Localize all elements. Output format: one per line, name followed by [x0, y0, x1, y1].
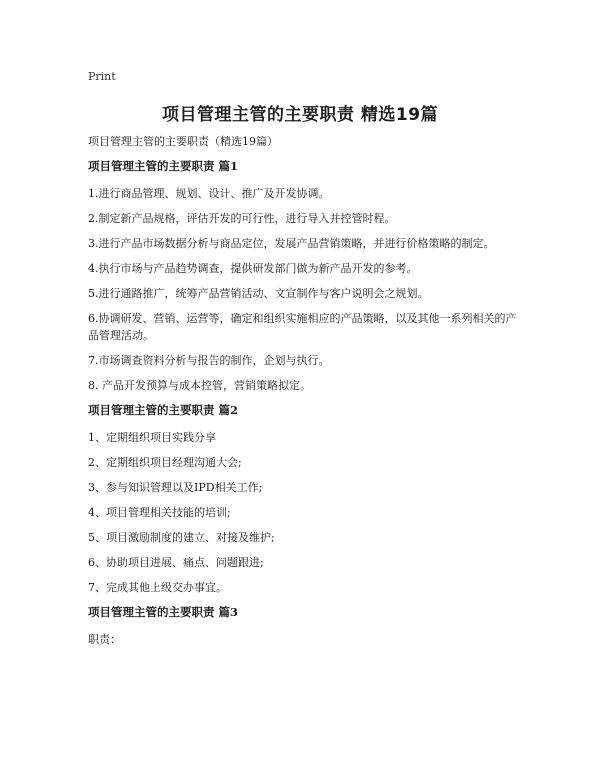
list-item: 1.进行商品管理、规划、设计、推广及开发协调。	[88, 187, 330, 200]
section-2	[88, 402, 518, 596]
list-item: 职责：	[88, 633, 121, 646]
list-item: 5、项目激励制度的建立、对接及维护;	[88, 531, 275, 544]
section-heading: 项目管理主管的主要职责 篇1	[88, 159, 239, 173]
print-label: Print	[88, 70, 116, 83]
list-item: 6、协助项目进展、痛点、问题跟进;	[88, 556, 264, 569]
list-item: 3、参与知识管理以及IPD相关工作;	[88, 481, 263, 494]
page-title: 项目管理主管的主要职责 精选19篇	[161, 105, 439, 125]
list-item: 5.进行通路推广，统筹产品营销活动、文宣制作与客户说明会之规划。	[88, 287, 429, 300]
section-3	[88, 604, 518, 648]
list-item: 4、项目管理相关技能的培训;	[88, 506, 231, 519]
list-item: 2、定期组织项目经理沟通大会;	[88, 456, 242, 469]
document-body	[88, 133, 518, 656]
list-item: 7.市场调查资料分析与报告的制作，企划与执行。	[88, 354, 330, 367]
list-item: 7、完成其他上级交办事宜。	[88, 581, 227, 594]
list-item: 8. 产品开发预算与成本控管，营销策略拟定。	[88, 379, 311, 392]
list-item: 6.协调研发、营销、运营等，确定和组织实施相应的产品策略，以及其他一系列相关的产品管理活动。	[88, 312, 517, 342]
section-1	[88, 158, 518, 394]
list-item: 3.进行产品市场数据分析与商品定位，发展产品营销策略，并进行价格策略的制定。	[88, 237, 495, 250]
intro-line: 项目管理主管的主要职责（精选19篇）	[88, 135, 278, 148]
list-item: 4.执行市场与产品趋势调查，提供研发部门做为新产品开发的参考。	[88, 262, 418, 275]
list-item: 1、定期组织项目实践分享	[88, 431, 216, 444]
section-heading: 项目管理主管的主要职责 篇2	[88, 403, 239, 417]
section-heading: 项目管理主管的主要职责 篇3	[88, 605, 239, 619]
list-item: 2.制定新产品规格，评估开发的可行性，进行导入并控管时程。	[88, 212, 396, 225]
